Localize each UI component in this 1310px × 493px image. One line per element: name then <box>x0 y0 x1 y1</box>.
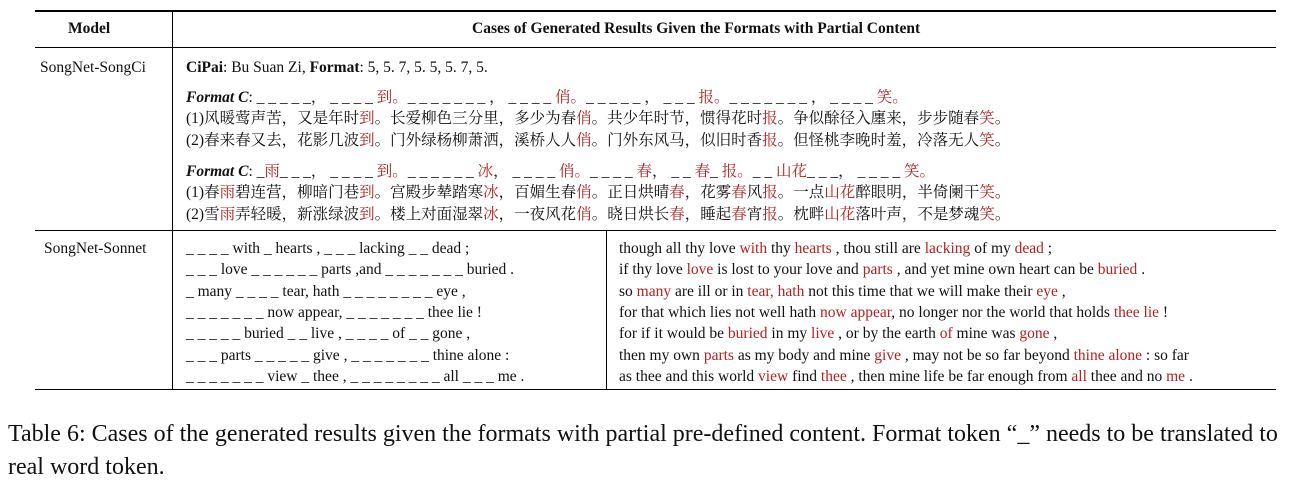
format-c-pattern <box>248 89 907 106</box>
sonnet-format-line: _ _ _ love _ _ _ _ _ _ parts ,and _ _ _ _ _ _ _ buried . <box>186 261 515 278</box>
highlighted-token: 春 <box>731 184 747 201</box>
plain-token: _ _ _ _ <box>589 163 637 180</box>
plain-token: ，一夜风花 <box>498 206 577 223</box>
table-caption: Table 6: Cases of the generated results given the formats with partial pre-defined content. Format token “_” needs to be translated to real word token. <box>8 421 1278 480</box>
highlighted-token: 俏 <box>576 184 592 201</box>
block2-format-line <box>186 162 935 182</box>
highlighted-token: give <box>874 347 901 364</box>
highlighted-token: 笑 <box>979 132 995 149</box>
sonnet-result-line <box>619 260 1145 280</box>
plain-token: _ _ _ _ _ ， _ _ _ <box>586 89 699 106</box>
block1-result-1 <box>186 109 1010 129</box>
plain-token: 。门外东风马，似旧时香 <box>591 132 763 149</box>
highlighted-token: lacking <box>924 240 971 257</box>
highlighted-token: 俏 <box>576 110 592 127</box>
plain-token: 。晓日烘长 <box>591 206 670 223</box>
plain-token: are ill or in <box>671 283 748 300</box>
plain-token: : _ _ _ _ _， _ _ _ _ <box>248 89 377 106</box>
highlighted-token: now appear <box>820 304 892 321</box>
plain-token: though all thy love <box>619 240 740 257</box>
highlighted-token: parts <box>862 261 893 278</box>
sonnet-result-line <box>619 239 1052 259</box>
plain-token: if thy love <box>619 261 687 278</box>
cipai-value: : Bu Suan Zi, <box>223 59 310 76</box>
plain-token: 。楼上对面湿翠 <box>374 206 484 223</box>
plain-token: 。 <box>994 110 1011 127</box>
plain-token: , <box>1049 325 1058 342</box>
model-column-divider <box>172 10 173 390</box>
plain-token: 宵 <box>746 206 763 223</box>
sonnet-result-line <box>619 282 1066 302</box>
highlighted-token: 冰 <box>483 206 499 223</box>
highlighted-token: thee <box>820 368 847 385</box>
plain-token: ， _ _ <box>652 163 695 180</box>
plain-token: for if it would be <box>619 325 728 342</box>
block1-result-2 <box>186 131 1010 151</box>
highlighted-token: 春 <box>636 163 652 180</box>
plain-token: 落叶声，不是梦魂 <box>855 206 980 223</box>
highlighted-token: 笑。 <box>876 89 908 106</box>
plain-token: , <box>1057 283 1066 300</box>
plain-token: 弄轻暖，新涨绿波 <box>235 206 360 223</box>
plain-token: ! <box>1159 304 1169 321</box>
highlighted-token: with <box>739 240 768 257</box>
highlighted-token: 到 <box>359 206 375 223</box>
sonnet-result-line <box>619 324 1057 344</box>
plain-token: ， _ _ _ _ <box>493 163 559 180</box>
format-c-label: Format C <box>186 163 249 180</box>
plain-token: , may not be so far beyond <box>900 347 1074 364</box>
format-c-pattern <box>248 163 935 180</box>
highlighted-token: 报。 <box>721 163 753 180</box>
plain-token: of my <box>970 240 1015 257</box>
plain-token: _ _ <box>752 163 777 180</box>
highlighted-token: 俏 <box>576 132 592 149</box>
plain-token: 。 <box>994 206 1011 223</box>
sonnet-format-line: _ _ _ _ _ buried _ _ live , _ _ _ _ of _ _ gone , <box>186 325 471 342</box>
block2-result-2 <box>186 205 1010 225</box>
plain-token: _ <box>710 163 722 180</box>
highlighted-token: tear, hath <box>747 283 805 300</box>
highlighted-token: 春 <box>694 163 711 180</box>
plain-token: , thou still are <box>831 240 925 257</box>
sonnet-format-line: _ _ _ _ _ _ _ view _ thee , _ _ _ _ _ _ _ _ all _ _ _ me . <box>186 368 525 385</box>
plain-token: 。门外绿杨柳萧洒，溪桥人人 <box>374 132 577 149</box>
plain-token: (2)雪 <box>186 206 220 223</box>
plain-token: , then mine life be far enough from <box>846 368 1072 385</box>
highlighted-token: 雨 <box>264 163 280 180</box>
highlighted-token: love <box>686 261 714 278</box>
block1-format-line <box>186 88 908 108</box>
plain-token: : _ <box>248 163 265 180</box>
highlighted-token: 报 <box>762 110 778 127</box>
highlighted-token: 到 <box>359 132 375 149</box>
plain-token: (1)春 <box>186 184 220 201</box>
highlighted-token: 到。 <box>376 89 408 106</box>
sonnet-format-line: _ many _ _ _ _ tear, hath _ _ _ _ _ _ _ _ eye , <box>186 283 466 300</box>
header-bottom-rule <box>35 47 1276 48</box>
plain-token: ，百媚生春 <box>498 184 577 201</box>
highlighted-token: gone <box>1019 325 1050 342</box>
plain-token: for that which lies not well hath <box>619 304 821 321</box>
plain-token: mine was <box>952 325 1020 342</box>
highlighted-token: view <box>758 368 789 385</box>
plain-token: _ _ _ _ _ _ <box>407 163 478 180</box>
highlighted-token: 春 <box>669 184 685 201</box>
highlighted-token: 雨 <box>219 184 236 201</box>
format-value: : 5, 5. 7, 5. 5, 5. 7, 5. <box>359 59 488 76</box>
format-label: Format <box>309 59 360 76</box>
highlighted-token: parts <box>703 347 734 364</box>
highlighted-token: 笑。 <box>903 163 935 180</box>
header-model: Model <box>68 20 111 37</box>
plain-token: , no longer nor the world that holds <box>891 304 1114 321</box>
highlighted-token: 春 <box>669 206 685 223</box>
plain-token: in my <box>767 325 812 342</box>
plain-token: 。争似酴径入廛来，步步随春 <box>777 110 980 127</box>
highlighted-token: 报 <box>762 206 778 223</box>
plain-token: 。 <box>994 184 1011 201</box>
plain-token: 。 <box>994 132 1011 149</box>
plain-token: (2)春来春又去，花影几波 <box>186 132 360 149</box>
plain-token: : so far <box>1142 347 1189 364</box>
plain-token: . <box>1185 368 1193 385</box>
highlighted-token: of <box>939 325 953 342</box>
plain-token: thee and no <box>1086 368 1167 385</box>
highlighted-token: 俏。 <box>558 163 590 180</box>
highlighted-token: many <box>636 283 672 300</box>
highlighted-token: 山花 <box>824 184 856 201</box>
highlighted-token: 春 <box>731 206 747 223</box>
highlighted-token: 山花 <box>776 163 808 180</box>
highlighted-token: live <box>811 325 835 342</box>
highlighted-token: 到 <box>359 110 375 127</box>
highlighted-token: 报。 <box>698 89 730 106</box>
plain-token: 风 <box>746 184 763 201</box>
plain-token: 醉眼明，半倚阑干 <box>855 184 980 201</box>
highlighted-token: 笑 <box>979 184 995 201</box>
highlighted-token: 到 <box>359 184 375 201</box>
plain-token: is lost to your love and <box>713 261 863 278</box>
sonnet-result-line <box>619 367 1193 387</box>
highlighted-token: buried <box>727 325 768 342</box>
table-bottom-rule <box>35 389 1276 390</box>
highlighted-token: thee lie <box>1113 304 1160 321</box>
plain-token: _ _ _ _ _ _ _ ， _ _ _ _ <box>729 89 877 106</box>
plain-token: 。宫殿步辇踏寒 <box>374 184 484 201</box>
highlighted-token: eye <box>1036 283 1058 300</box>
plain-token: ，睡起 <box>684 206 732 223</box>
plain-token: 。长爱柳色三分里，多少为春 <box>374 110 577 127</box>
sonnet-format-line: _ _ _ parts _ _ _ _ _ give , _ _ _ _ _ _ _ thine alone : <box>186 347 510 364</box>
highlighted-token: 俏 <box>576 206 592 223</box>
plain-token: 。一点 <box>777 184 825 201</box>
highlighted-token: dead <box>1014 240 1044 257</box>
highlighted-token: 雨 <box>219 206 236 223</box>
plain-token: so <box>619 283 637 300</box>
plain-token: ; <box>1043 240 1053 257</box>
sonnet-format-line: _ _ _ _ _ _ _ now appear, _ _ _ _ _ _ _ thee lie ! <box>186 304 482 321</box>
sonnet-column-divider <box>606 231 607 390</box>
model-songci: SongNet-SongCi <box>40 59 146 76</box>
highlighted-token: 笑 <box>979 110 995 127</box>
cipai-label: CiPai <box>186 59 224 76</box>
plain-token: _ _ _， _ _ _ _ <box>279 163 377 180</box>
highlighted-token: thine alone <box>1073 347 1143 364</box>
highlighted-token: 笑 <box>979 206 995 223</box>
plain-token: 。但怪桃李晚时羞，冷落无人 <box>777 132 980 149</box>
plain-token: as thee and this world <box>619 368 759 385</box>
songci-bottom-rule <box>35 230 1276 231</box>
plain-token: 。共少年时节，惯得花时 <box>591 110 763 127</box>
plain-token: not this time that we will make their <box>804 283 1037 300</box>
plain-token: (1)风暖莺声苦，又是年时 <box>186 110 360 127</box>
highlighted-token: 俏。 <box>555 89 587 106</box>
highlighted-token: 冰 <box>483 184 499 201</box>
model-sonnet: SongNet-Sonnet <box>44 240 147 257</box>
plain-token: thy <box>767 240 795 257</box>
plain-token: then my own <box>619 347 704 364</box>
highlighted-token: all <box>1071 368 1087 385</box>
cipai-line <box>186 58 488 78</box>
highlighted-token: hearts <box>794 240 832 257</box>
plain-token: 碧连营，柳暗门巷 <box>235 184 360 201</box>
sonnet-format-line: _ _ _ _ with _ hearts , _ _ _ lacking _ _ dead ; <box>186 240 470 257</box>
plain-token: ，花雾 <box>684 184 732 201</box>
header-cases: Cases of Generated Results Given the Formats with Partial Content <box>472 20 921 37</box>
highlighted-token: 山花 <box>824 206 856 223</box>
sonnet-result-line <box>619 303 1168 323</box>
highlighted-token: 报 <box>762 132 778 149</box>
plain-token: , and yet mine own heart can be <box>892 261 1098 278</box>
table-top-rule <box>35 10 1276 12</box>
plain-token: 。正日烘晴 <box>591 184 670 201</box>
plain-token: _ _ _ _ _ _ _ ， _ _ _ _ <box>407 89 556 106</box>
highlighted-token: me <box>1166 368 1186 385</box>
plain-token: _ _ _， _ _ _ _ <box>807 163 904 180</box>
plain-token: find <box>788 368 821 385</box>
plain-token: . <box>1137 261 1146 278</box>
block2-result-1 <box>186 183 1010 203</box>
plain-token: 。枕畔 <box>777 206 825 223</box>
format-c-label: Format C <box>186 89 249 106</box>
highlighted-token: 冰 <box>477 163 494 180</box>
highlighted-token: 报 <box>762 184 778 201</box>
highlighted-token: buried <box>1097 261 1138 278</box>
sonnet-result-line <box>619 346 1189 366</box>
highlighted-token: 到。 <box>376 163 408 180</box>
plain-token: as my body and mine <box>733 347 875 364</box>
plain-token: , or by the earth <box>834 325 940 342</box>
